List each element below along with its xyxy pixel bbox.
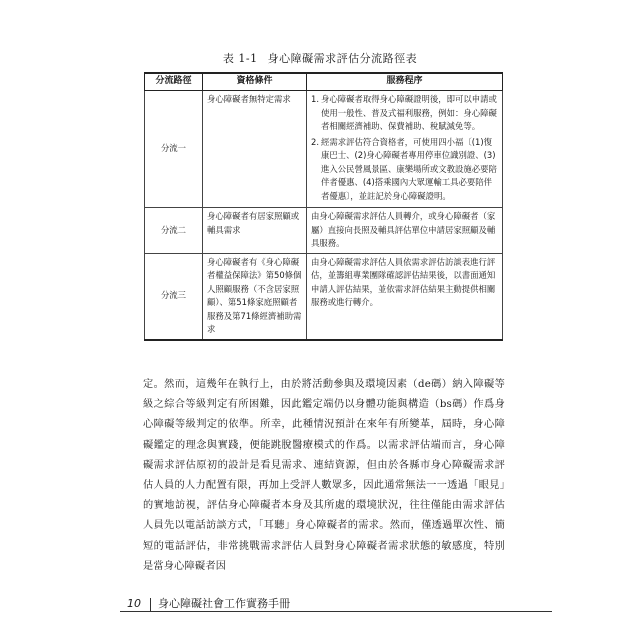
page-number: 10	[127, 597, 141, 610]
service-cell: 由身心障礙需求評估人員依需求評估訪談表進行評估，並籌組專業團隊確認評估結果後，以書面通知申請人評估結果，並依需求評估結果主動提供相關服務或進行轉介。	[307, 253, 503, 340]
body-paragraph: 定。然而，這幾年在執行上，由於將活動參與及環境因素（de碼）納入障礙等級之綜合等級判定有所困難，因此鑑定端仍以身體功能與構造（bs碼）作爲身心障礙等級判定的依準。所幸，此種情況預計在來年有所變革，屆時，身心障礙鑑定的理念與實踐，便能跳脫醫療模式的作爲。以需求評估端而言，身心障礙需求評估原初的設計是看見需求、連結資源，但由於各縣市身心障礙需求評估人員的人力配置有限，再加上受評人數眾多，因此通常無法一一透過「眼見」的實地訪視，評估身心障礙者本身及其所處的環境狀況，往往僅能由需求評估人員先以電話訪談方式，「耳聽」身心障礙者的需求。然而，僅透過單次性、簡短的電話評估，非常挑戰需求評估人員對身心障礙者需求狀態的敏感度，特別是當身心障礙者因	[143, 379, 505, 572]
list-item	[311, 93, 498, 134]
service-cell: 由身心障礙需求評估人員轉介，或身心障礙者（家屬）直接向長照及輔具評估單位申請居家照顧及輔具服務。	[307, 208, 503, 254]
footer-rule	[120, 611, 552, 612]
column-header-condition: 資格條件	[203, 73, 307, 91]
table-caption-label: 表 1-1	[222, 52, 258, 65]
column-header-path: 分流路徑	[145, 73, 203, 91]
table-row	[145, 253, 503, 340]
table-caption	[0, 50, 640, 66]
table-caption-title: 身心障礙需求評估分流路徑表	[267, 52, 418, 65]
service-cell	[307, 91, 503, 208]
condition-cell: 身心障礙者無特定需求	[203, 91, 307, 208]
running-footer-title: 身心障礙社會工作實務手冊	[158, 597, 290, 610]
column-header-service: 服務程序	[307, 73, 503, 91]
list-item-text: 身心障礙者取得身心障礙證明後，即可以申請或使用一般性、普及式福利服務，例如：身心障礙者相關經濟補助、保費補助、稅賦減免等。	[321, 94, 497, 131]
condition-cell: 身心障礙者有《身心障礙者權益保障法》第50條個人照顧服務（不含居家照顧）、第51條家庭照顧者服務及第71條經濟補助需求	[203, 253, 307, 340]
path-cell: 分流一	[145, 91, 203, 208]
table-row	[145, 91, 503, 208]
table-row	[145, 208, 503, 254]
path-cell: 分流二	[145, 208, 203, 254]
list-item-text: 經需求評估符合資格者，可使用四小福〔(1)復康巴士、(2)身心障礙者專用停車位識別證、(3)進入公民營風景區、康樂場所或文教設施必要陪伴者優惠、(4)搭乘國內大眾運輸工具必要陪伴者優惠〕，並註記於身心障礙證明。	[321, 136, 497, 201]
path-cell: 分流三	[145, 253, 203, 340]
triage-table	[144, 72, 503, 341]
list-item-number: 1.	[311, 94, 319, 104]
condition-cell: 身心障礙者有居家照顧或輔具需求	[203, 208, 307, 254]
table-header-row	[145, 73, 503, 91]
list-item	[311, 136, 498, 204]
footer-divider	[150, 598, 151, 611]
list-item-number: 2.	[311, 136, 319, 147]
